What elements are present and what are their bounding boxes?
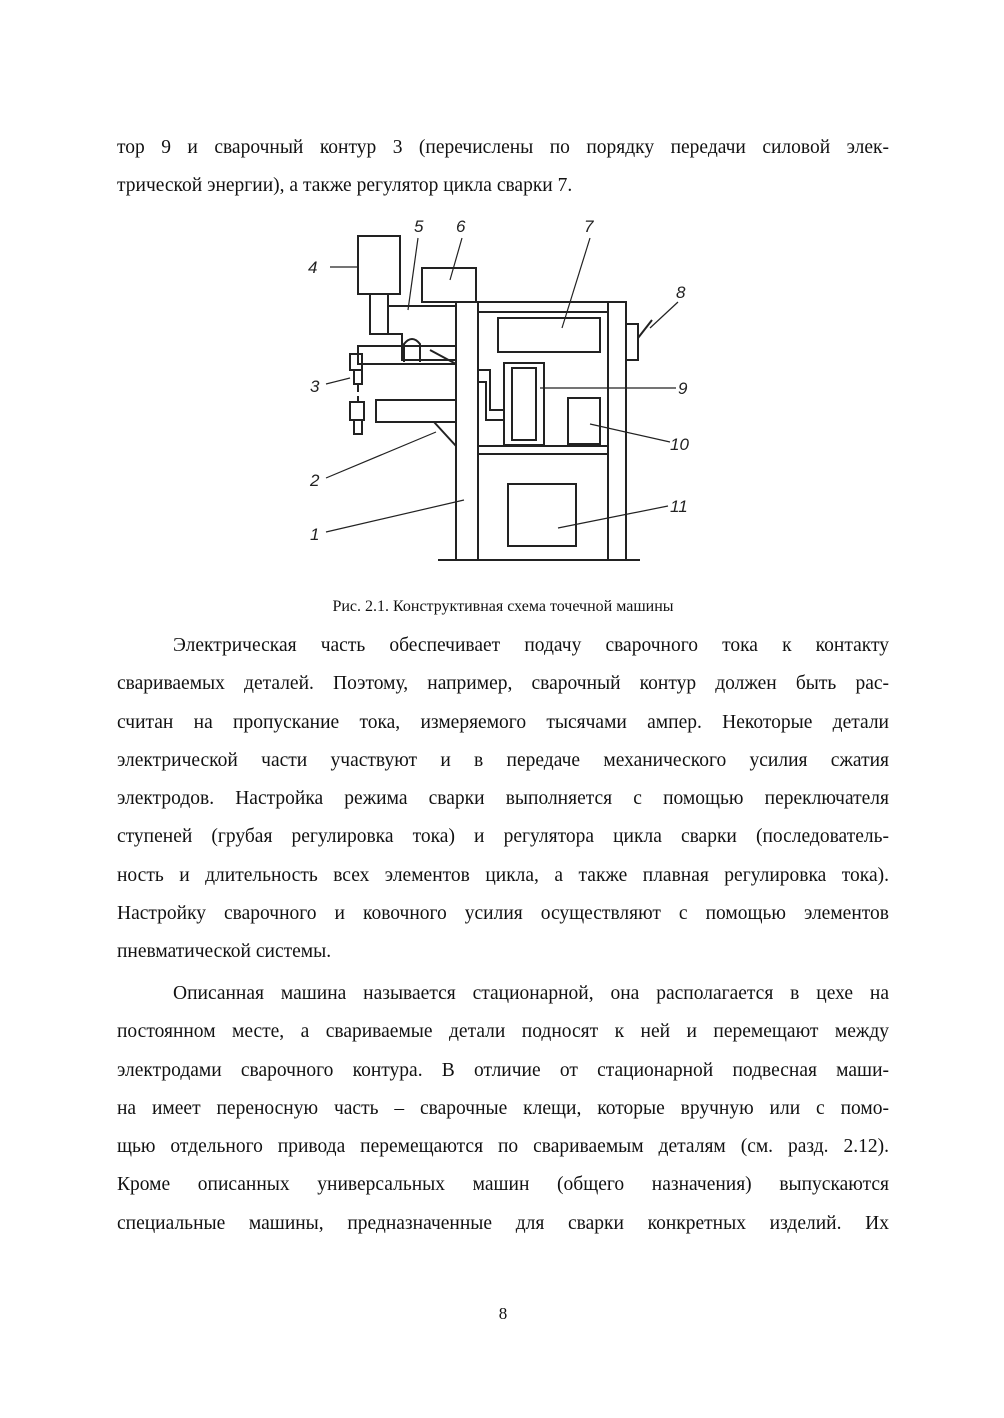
component-8 [626,324,638,360]
text-line: пневматической системы. [117,941,332,963]
text-line: Электрическая часть обеспечивает подачу сварочного тока к контакту [173,635,889,656]
label-10: 10 [670,435,689,454]
intro-paragraph [117,129,889,206]
label-1: 1 [310,525,320,544]
text-line: электрической части участвуют и в передаче механического усилия сжатия [117,749,889,771]
cabinet-11 [508,484,576,546]
text-line: тор 9 и сварочный контур 3 (перечислены по порядку передачи силовой элек- [117,137,889,158]
page-number: 8 [498,1304,508,1323]
label-11: 11 [670,497,688,516]
text-line: ность и длительность всех элементов цикла, а также плавная регулировка тока). [117,864,889,886]
cycle-regulator-7 [498,318,600,352]
text-line: Описанная машина называется стационарной, она располагается в цехе на [173,983,889,1004]
block-6 [422,268,476,302]
figure-caption: Рис. 2.1. Конструктивная схема точечной машины [332,598,674,615]
label-9: 9 [678,379,688,398]
label-7: 7 [584,217,594,236]
transformer-9 [504,363,544,445]
figure-spot-welding-machine [290,210,710,590]
label-4: 4 [308,258,318,277]
label-8: 8 [676,283,686,302]
label-3: 3 [310,377,320,396]
text-line: считан на пропускание тока, измеряемого тысячами ампер. Некоторые детали [117,711,889,733]
machine-schematic [290,210,710,590]
text-line: специальные машины, предназначенные для сварки конкретных изделий. Их [117,1212,889,1234]
label-2: 2 [310,471,320,490]
text-line: постоянном месте, а свариваемые детали подносят к ней и перемещают между [117,1021,889,1043]
label-6: 6 [456,217,466,236]
housing-5 [388,306,456,360]
text-line: Кроме описанных универсальных машин (общего назначения) выпускаются [117,1174,889,1196]
text-line: Настройку сварочного и ковочного усилия осуществляют с помощью элементов [117,903,889,925]
cylinder-4 [358,236,400,294]
paragraph-2 [117,975,889,1243]
paragraph-1 [117,627,889,972]
label-5: 5 [414,217,424,236]
text-line: электродами сварочного контура. В отличие от стационарной подвесная маши- [117,1059,889,1081]
text-line: ступеней (грубая регулировка тока) и регулятора цикла сварки (последователь- [117,826,889,848]
text-line: щью отдельного привода перемещаются по свариваемым деталям (см. разд. 2.12). [117,1136,889,1158]
switch-10 [568,398,600,444]
text-line: на имеет переносную часть – сварочные клещи, которые вручную или с помо- [117,1097,889,1119]
text-line: трической энергии), а также регулятор цикла сварки 7. [117,175,573,197]
text-line: электродов. Настройка режима сварки выполняется с помощью переключателя [117,788,889,810]
text-line: свариваемых деталей. Поэтому, например, сварочный контур должен быть рас- [117,673,889,695]
